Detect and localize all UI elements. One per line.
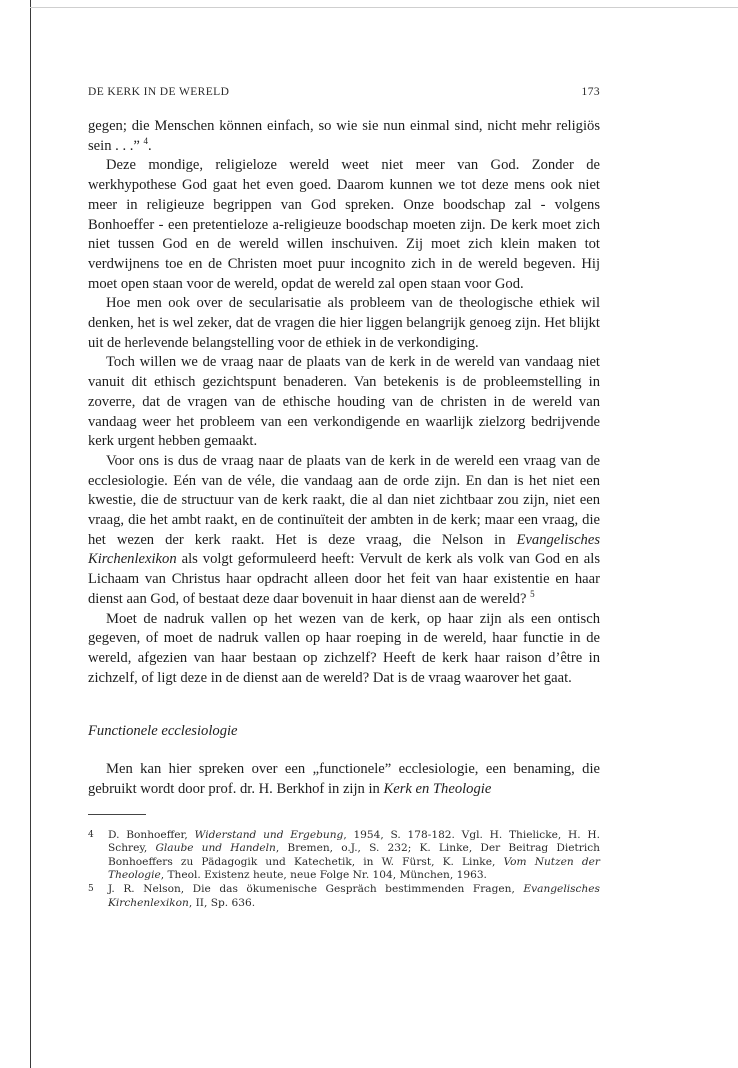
paragraph-2: Deze mondige, religieloze wereld weet niet meer van God. Zonder de werkhypothese God gaat het even goed. Daarom kunnen we tot deze mens ook niet meer in religieuze begrippen van God spreken. Onze boodschap zal - volgens Bonhoeffer - een pretentieloze a-religieuze boodschap moeten zijn. De kerk moet zich niet tussen God en de wereld willen inschuiven. Zij moet zich klein maken tot verdwijnens toe en de Christen moet puur incognito zich in de wereld begeven. Hij moet open staan voor de wereld, opdat de wereld zal open staan voor God. [88, 157, 600, 292]
page-number: 173 [581, 86, 600, 98]
paragraph-1: gegen; die Menschen können einfach, so wie sie nun einmal sind, nicht mehr religiös sein . . .” $^4$. [88, 118, 600, 154]
footnote-number: 5 [88, 884, 94, 895]
footnote-text: J. R. Nelson, Die das ökumenische Gespräch bestimmenden Fragen, Evangelisches Kirchenlexikon, II, Sp. 636. [108, 883, 600, 909]
running-head-title: DE KERK IN DE WERELD [88, 86, 230, 98]
paragraph-5: Voor ons is dus de vraag naar de plaats van de kerk in de wereld een vraag van de ecclesiologie. Eén van de véle, die vandaag aan de orde zijn. En dan is het niet een kwestie, die de structuur van de kerk raakt, die al dan niet zichtbaar zou zijn, niet een vraag, die het ambt raakt, en de continuïteit der ambten in de kerk; maar een vraag, die het wezen der kerk raakt. Het is deze vraag, die Nelson in Evangelisches Kirchenlexikon als volgt geformuleerd heeft: Vervult de kerk als volk van God en als Lichaam van Christus haar opdracht alleen door het feit van haar existentie en haar dienst aan God, of bestaat deze daar bovenuit in haar dienst aan de wereld? $^5$ [88, 452, 600, 607]
footnote-5 [88, 883, 600, 910]
footnotes [88, 829, 600, 910]
italic-title: Kerk en Theologie [383, 781, 492, 798]
footnote-number: 4 [88, 829, 94, 840]
paragraph-6: Moet de nadruk vallen op het wezen van de kerk, op haar zijn als een ontisch gegeven, of moet de nadruk vallen op haar roeping in de wereld, haar functie in de wereld, afgezien van haar bestaan op zichzelf? Heeft de kerk haar raison d’être in zichzelf, of ligt deze in de dienst aan de wereld? Dat is de vraag waarover het gaat. [88, 610, 600, 686]
footnote-4 [88, 829, 600, 883]
paragraph-7: Men kan hier spreken over een „functionele” ecclesiologie, een benaming, die gebruikt wordt door prof. dr. H. Berkhof in zijn in Kerk en Theologie [88, 761, 600, 798]
italic-title: Evangelisches Kirchenlexikon [88, 531, 600, 568]
running-head [88, 86, 600, 98]
footnote-ref-4[interactable]: 4 [143, 135, 149, 146]
footnote-text: D. Bonhoeffer, Widerstand und Ergebung, 1954, S. 178-182. Vgl. H. Thielicke, H. H. Schrey, Glaube und Handeln, Bremen, o.J., S. 232; K. Linke, Der Beitrag Dietrich Bonhoeffers zu Pädagogik und Katechetik, in W. Fürst, K. Linke, Vom Nutzen der Theologie, Theol. Existenz heute, neue Folge Nr. 104, München, 1963. [108, 828, 600, 882]
paragraph-3: Hoe men ook over de secularisatie als probleem van de theologische ethiek wil denken, het is wel zeker, dat de vragen die hier liggen belangrijk genoeg zijn. Het blijkt uit de herlevende belangstelling voor de ethiek in de verkondiging. [88, 295, 600, 351]
page-edge-left [30, 0, 31, 1068]
footnote-rule [88, 814, 146, 815]
footnote-ref-5[interactable]: 5 [530, 589, 535, 600]
section-heading: Functionele ecclesiologie [88, 723, 238, 740]
body-text [88, 117, 600, 911]
paragraph-4: Toch willen we de vraag naar de plaats van de kerk in de wereld van vandaag niet vanuit dit ethisch gezichtspunt benaderen. Van betekenis is de probleemstelling in zoverre, dat de vragen van de ethische houding van de christen in de wereld van vandaag weer het probleem van een verkondigende en waarlijk zielzorg bedrijvende kerk urgent hebben gemaakt. [88, 354, 600, 450]
page-edge-top [30, 7, 738, 8]
